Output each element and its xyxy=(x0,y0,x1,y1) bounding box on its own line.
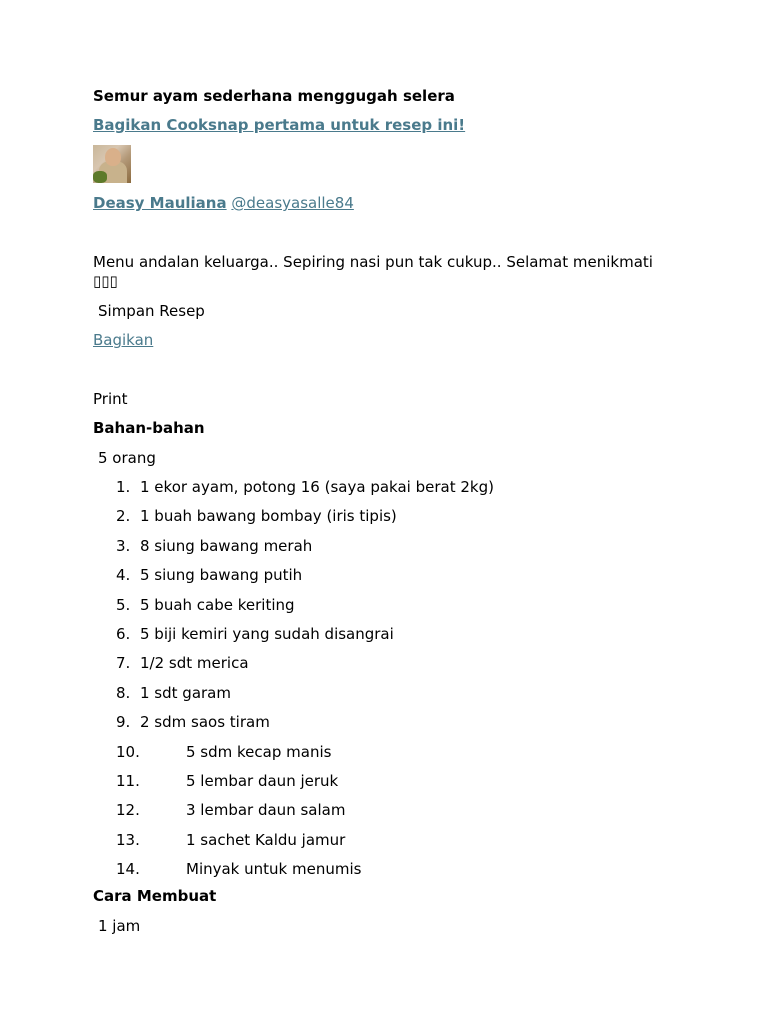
ingredient-number: 1. xyxy=(116,478,131,496)
save-recipe-button[interactable]: Simpan Resep xyxy=(98,302,205,320)
servings: 5 orang xyxy=(98,449,156,467)
ingredient-text: 8 siung bawang merah xyxy=(140,537,313,555)
share-cooksnap-link[interactable]: Bagikan Cooksnap pertama untuk resep ini! xyxy=(93,116,466,134)
ingredient-text: 5 lembar daun jeruk xyxy=(186,772,339,790)
ingredient-text: 1 sdt garam xyxy=(140,684,231,702)
author-avatar[interactable] xyxy=(93,145,131,183)
ingredient-number: 10. xyxy=(116,743,140,761)
ingredient-text: 5 siung bawang putih xyxy=(140,566,303,584)
author-name-link[interactable]: Deasy Mauliana xyxy=(93,194,227,212)
ingredient-text: 2 sdm saos tiram xyxy=(140,713,270,731)
ingredient-number: 11. xyxy=(116,772,140,790)
ingredient-text: 5 sdm kecap manis xyxy=(186,743,332,761)
cooking-duration: 1 jam xyxy=(98,917,141,935)
ingredient-number: 9. xyxy=(116,713,131,731)
ingredient-number: 13. xyxy=(116,831,140,849)
ingredient-text: 1 ekor ayam, potong 16 (saya pakai berat 2kg) xyxy=(140,478,494,496)
ingredient-text: 1 buah bawang bombay (iris tipis) xyxy=(140,507,397,525)
recipe-title: Semur ayam sederhana menggugah selera xyxy=(93,87,455,105)
ingredient-text: Minyak untuk menumis xyxy=(186,860,362,878)
description-emoji: ▯▯▯ xyxy=(93,272,118,290)
ingredient-number: 3. xyxy=(116,537,131,555)
method-heading: Cara Membuat xyxy=(93,887,217,905)
share-link[interactable]: Bagikan xyxy=(93,331,154,349)
ingredient-number: 2. xyxy=(116,507,131,525)
ingredient-number: 7. xyxy=(116,654,131,672)
print-button[interactable]: Print xyxy=(93,390,128,408)
ingredient-number: 4. xyxy=(116,566,131,584)
recipe-description: Menu andalan keluarga.. Sepiring nasi pun tak cukup.. Selamat menikmati xyxy=(93,253,653,271)
author-byline xyxy=(93,194,354,212)
author-handle-link[interactable]: @deasyasalle84 xyxy=(231,194,354,212)
ingredient-text: 1 sachet Kaldu jamur xyxy=(186,831,346,849)
ingredient-text: 3 lembar daun salam xyxy=(186,801,346,819)
ingredient-number: 8. xyxy=(116,684,131,702)
ingredient-text: 1/2 sdt merica xyxy=(140,654,249,672)
ingredient-text: 5 biji kemiri yang sudah disangrai xyxy=(140,625,394,643)
ingredient-number: 5. xyxy=(116,596,131,614)
ingredient-text: 5 buah cabe keriting xyxy=(140,596,295,614)
ingredient-number: 6. xyxy=(116,625,131,643)
ingredients-heading: Bahan-bahan xyxy=(93,419,205,437)
ingredient-number: 14. xyxy=(116,860,140,878)
ingredient-number: 12. xyxy=(116,801,140,819)
